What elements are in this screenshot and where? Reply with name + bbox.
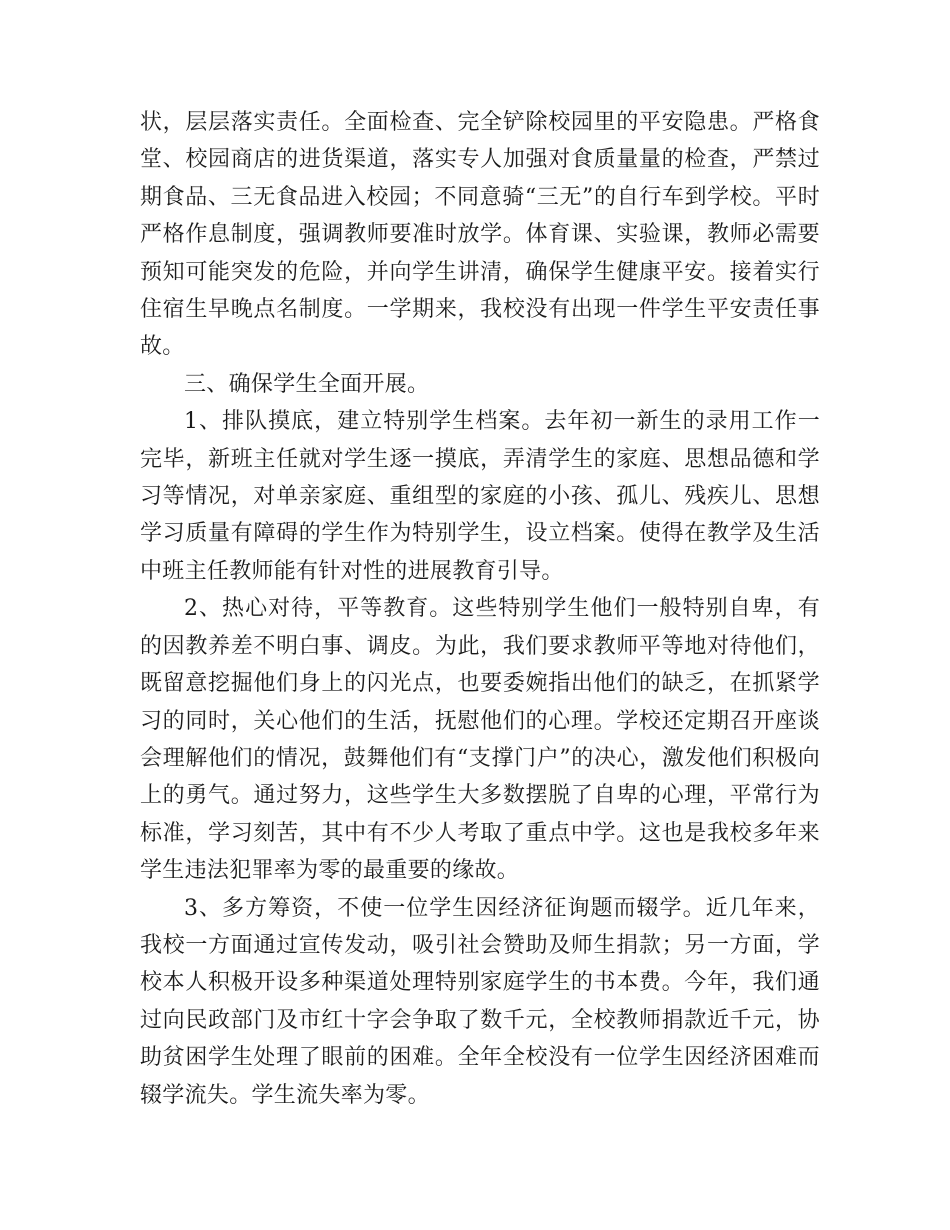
document-body — [140, 104, 820, 1114]
paragraph-item-3: 3、多方筹资，不使一位学生因经济征询题而辍学。近几年来，我校一方面通过宣传发动，吸引社会赞助及师生捐款；另一方面，学校本人积极开设多种渠道处理特别家庭学生的书本费。今年，我们通过向民政部门及市红十字会争取了数千元，全校教师捐款近千元，协助贫困学生处理了眼前的困难。全年全校没有一位学生因经济困难而辍学流失。学生流失率为零。 — [140, 895, 820, 1108]
paragraph-item-1: 1、排队摸底，建立特别学生档案。去年初一新生的录用工作一完毕，新班主任就对学生逐一摸底，弄清学生的家庭、思想品德和学习等情况，对单亲家庭、重组型的家庭的小孩、孤儿、残疾儿、思想学习质量有障碍的学生作为特别学生，设立档案。使得在教学及生活中班主任教师能有针对性的进展教育引导。 — [140, 409, 820, 584]
paragraph-item-2: 2、热心对待，平等教育。这些特别学生他们一般特别自卑，有的因教养差不明白事、调皮。为此，我们要求教师平等地对待他们，既留意挖掘他们身上的闪光点，也要委婉指出他们的缺乏，在抓紧学习的同时，关心他们的生活，抚慰他们的心理。学校还定期召开座谈会理解他们的情况，鼓舞他们有“支撑门户”的决心，激发他们积极向上的勇气。通过努力，这些学生大多数摆脱了自卑的心理，平常行为标准，学习刻苦，其中有不少人考取了重点中学。这也是我校多年来学生违法犯罪率为零的最重要的缘故。 — [140, 596, 820, 884]
section-heading-3: 三、确保学生全面开展。 — [184, 371, 430, 397]
paragraph-safety-continuation: 状，层层落实责任。全面检查、完全铲除校园里的平安隐患。严格食堂、校园商店的进货渠道，落实专人加强对食质量量的检查，严禁过期食品、三无食品进入校园；不同意骑“三无”的自行车到学校。平时严格作息制度，强调教师要准时放学。体育课、实验课，教师必需要预知可能突发的危险，并向学生讲清，确保学生健康平安。接着实行住宿生早晚点名制度。一学期来，我校没有出现一件学生平安责任事故。 — [140, 110, 820, 360]
